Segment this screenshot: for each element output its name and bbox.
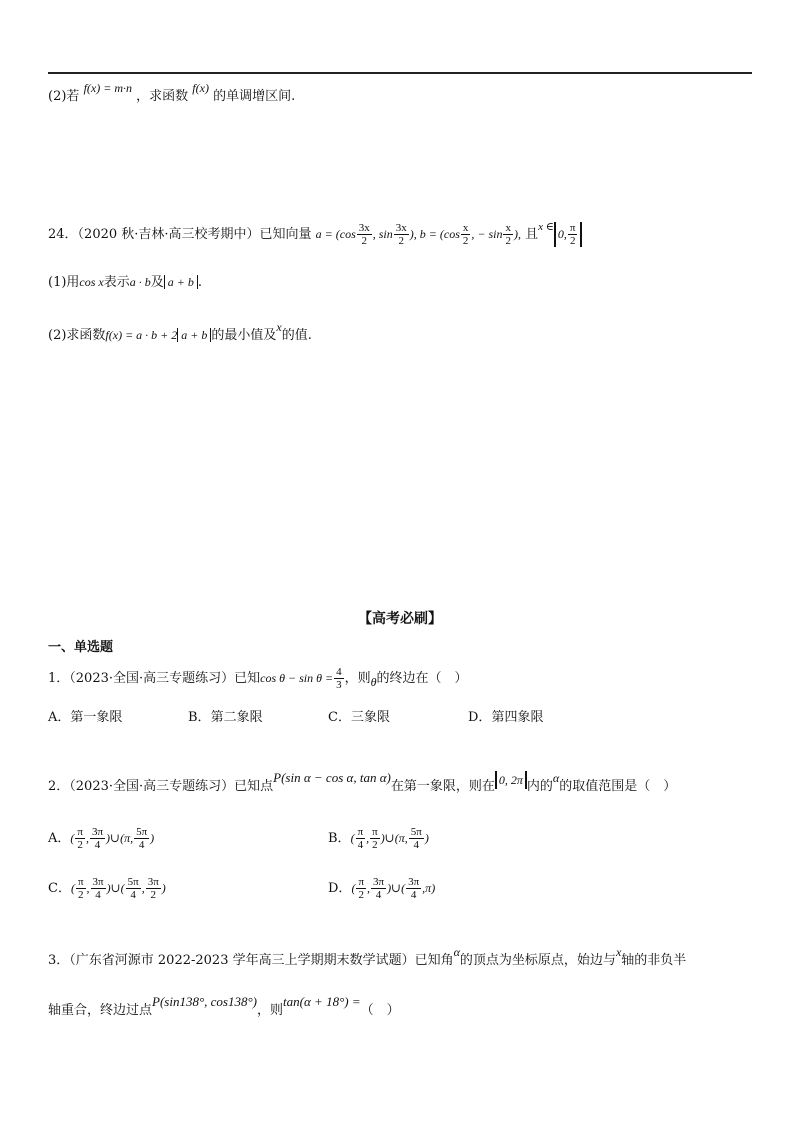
- option-b[interactable]: B．( $\frac{\pi}{4}$ , $\frac{\pi}{2}$ )∪(π, $\frac{5\pi}{4}$ ): [328, 826, 429, 851]
- fraction: $\frac{4}{3}$: [336, 666, 342, 691]
- q1-stem: 1．（2023·全国·高三专题练习）已知cos θ − sin θ = $\frac{4}{3}$ ，则θ的终边在（ ）: [48, 666, 468, 691]
- fraction: $\frac{3x}{2}$: [395, 222, 407, 247]
- q3-stem-line2: 轴重合，终边过点P(sin138°, cos138°)，则tan(α + 18°) =（ ）: [48, 994, 400, 1018]
- interval: 0, $\frac{\pi}{2}$: [554, 222, 583, 247]
- fraction: $\frac{3x}{2}$: [358, 222, 370, 247]
- option-b[interactable]: B．第二象限: [188, 710, 263, 725]
- q24-part1: (1)用cos x表示a · b及 a + b .: [48, 275, 203, 290]
- q24-stem: 24．（2020 秋·吉林·高三校考期中）已知向量 a = (cos $\frac{3x}{2}$ , sin $\frac{3x}{2}$ ), b = (cos $\frac{x}{2}$ , − sin $\frac{x}{2}$ ), 且$^{x \in}$ 0, $\frac{\pi}{2}$: [48, 222, 582, 247]
- option-d[interactable]: D．( $\frac{\pi}{2}$ , $\frac{3\pi}{4}$ )∪( $\frac{3\pi}{4}$ ,π): [328, 876, 436, 901]
- q2-stem: 2．（2023·全国·高三专题练习）已知点P(sin α − cos α, tan α)在第一象限，则在 0, 2π 内的α的取值范围是（ ）: [48, 770, 677, 794]
- question-number: 3．: [48, 953, 70, 968]
- option-d[interactable]: D．第四象限: [468, 710, 544, 725]
- fraction: $\frac{x}{2}$: [462, 222, 469, 247]
- option-a[interactable]: A．第一象限: [48, 710, 123, 725]
- section-title: 一、单选题: [48, 640, 114, 655]
- option-a[interactable]: A．( $\frac{\pi}{2}$ , $\frac{3\pi}{4}$ )∪(π, $\frac{5\pi}{4}$ ): [48, 826, 155, 851]
- top-rule: [48, 72, 752, 74]
- q23-part2: (2)若 f(x) = m·n ，求函数 f(x) 的单调增区间.: [48, 81, 296, 104]
- q23-formula: f(x) = m·n: [83, 81, 132, 95]
- section-heading: 【高考必刷】: [358, 611, 442, 627]
- option-c[interactable]: C．( $\frac{\pi}{2}$ , $\frac{3\pi}{4}$ )∪( $\frac{5\pi}{4}$ , $\frac{3\pi}{2}$ ): [48, 876, 166, 901]
- question-number: 1．: [48, 671, 70, 686]
- question-number: 2．: [48, 779, 70, 794]
- question-number: 24．: [48, 227, 78, 242]
- fraction: $\frac{x}{2}$: [505, 222, 511, 247]
- q3-stem: 3．（广东省河源市 2022-2023 学年高三上学期期末数学试题）已知角α的顶点为坐标原点，始边与x轴的非负半: [48, 945, 687, 968]
- option-c[interactable]: C．三象限: [328, 710, 390, 725]
- q24-part2: (2)求函数f(x) = a · b + 2 a + b 的最小值及x的值.: [48, 320, 312, 343]
